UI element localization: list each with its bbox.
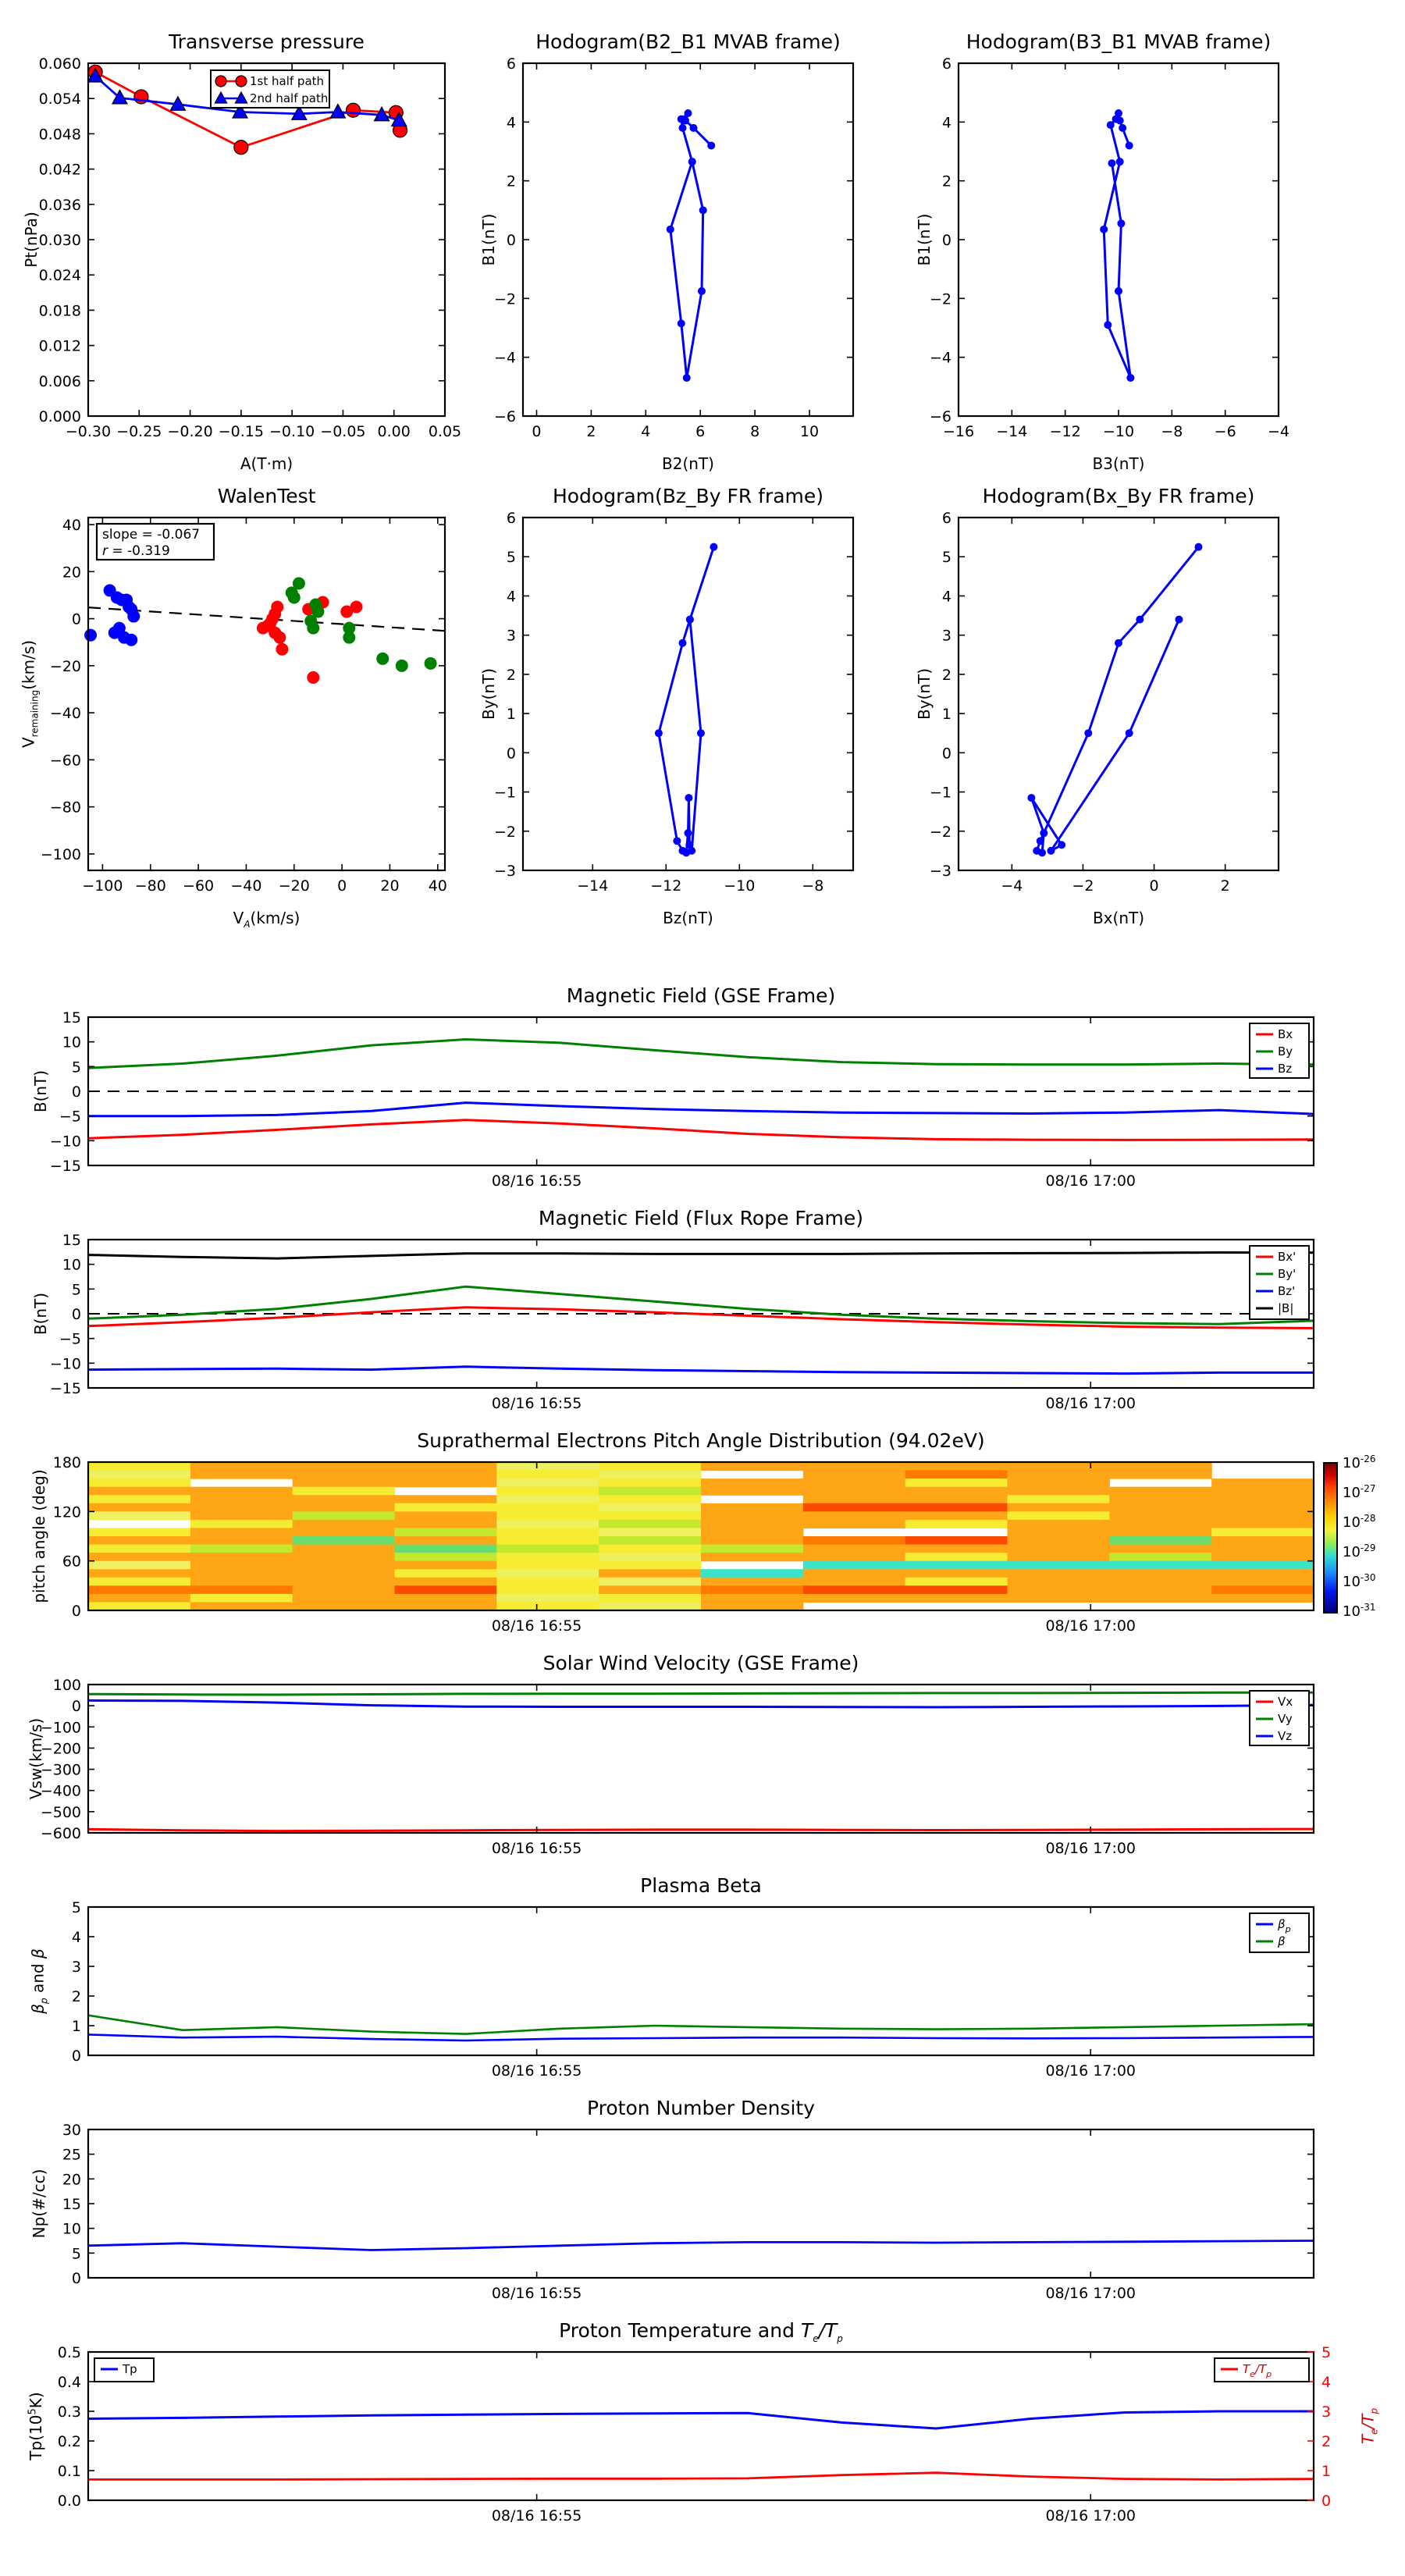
svg-text:Tp: Tp bbox=[123, 2362, 137, 2376]
svg-text:4: 4 bbox=[71, 1929, 81, 1946]
svg-text:5: 5 bbox=[941, 549, 951, 567]
svg-text:0: 0 bbox=[71, 610, 81, 628]
title-tp-sub: p bbox=[837, 2333, 843, 2344]
title-slash-tp: /T bbox=[818, 2319, 838, 2342]
svg-text:Bz: Bz bbox=[1278, 1062, 1293, 1076]
svg-text:0: 0 bbox=[337, 877, 347, 895]
colorbar-label-5 bbox=[1343, 1572, 1376, 1590]
svg-text:08/16 17:00: 08/16 17:00 bbox=[1045, 1617, 1136, 1635]
svg-text:0: 0 bbox=[506, 232, 516, 249]
svg-text:15: 15 bbox=[62, 1009, 81, 1026]
title-hodogram-bxby: Hodogram(Bx_By FR frame) bbox=[982, 485, 1255, 507]
svg-text:−16: −16 bbox=[942, 423, 975, 440]
svg-text:2: 2 bbox=[71, 1988, 81, 2005]
svg-text:−4: −4 bbox=[929, 349, 951, 367]
svg-text:0.018: 0.018 bbox=[38, 302, 81, 320]
svg-text:08/16 17:00: 08/16 17:00 bbox=[1045, 2062, 1136, 2080]
svg-text:−3: −3 bbox=[493, 863, 516, 880]
walen-ylab-v: V bbox=[19, 737, 38, 749]
svg-text:10: 10 bbox=[62, 1256, 81, 1274]
svg-text:0.036: 0.036 bbox=[38, 196, 81, 214]
svg-text:0: 0 bbox=[941, 745, 951, 763]
svg-text:−0.05: −0.05 bbox=[320, 423, 366, 440]
svg-text:0.006: 0.006 bbox=[38, 372, 81, 390]
svg-text:Vz: Vz bbox=[1278, 1729, 1293, 1743]
ylabel-plasma-beta bbox=[29, 1948, 50, 2014]
tetp-ylab-t1: T bbox=[1358, 2434, 1378, 2445]
svg-text:0.0: 0.0 bbox=[57, 2492, 81, 2510]
svg-text:0.05: 0.05 bbox=[428, 423, 462, 440]
svg-text:4: 4 bbox=[1321, 2374, 1332, 2391]
chart-plasma-beta bbox=[72, 1899, 1314, 2080]
svg-text:0.3: 0.3 bbox=[57, 2403, 81, 2421]
title-proton-temp-pre: Proton Temperature and bbox=[559, 2319, 801, 2342]
chart-proton-temp bbox=[58, 2344, 1331, 2524]
svg-text:2: 2 bbox=[1220, 877, 1230, 895]
svg-text:−100: −100 bbox=[40, 845, 81, 863]
chart-hodogram-b3b1 bbox=[930, 55, 1289, 440]
xlabel-hodogram-bxby: Bx(nT) bbox=[1092, 909, 1145, 927]
svg-text:−2: −2 bbox=[493, 823, 516, 841]
svg-text:−300: −300 bbox=[40, 1761, 81, 1779]
title-proton-temp bbox=[88, 2320, 1314, 2344]
svg-text:08/16 16:55: 08/16 16:55 bbox=[491, 1840, 582, 1857]
ylabel-electron-pad: pitch angle (deg) bbox=[30, 1469, 48, 1603]
cbl2-base: 10 bbox=[1343, 1485, 1361, 1501]
svg-text:6: 6 bbox=[941, 55, 951, 73]
svg-text:0.5: 0.5 bbox=[57, 2344, 81, 2361]
chart-transverse-pressure bbox=[39, 55, 462, 440]
svg-text:4: 4 bbox=[641, 423, 651, 440]
svg-text:Te/Tp: $T_e/T_p$ bbox=[1243, 2362, 1272, 2379]
svg-text:slope = -0.067: slope = -0.067 bbox=[102, 527, 201, 543]
svg-text:−4: −4 bbox=[1001, 877, 1023, 895]
title-transverse-pressure: Transverse pressure bbox=[169, 30, 365, 53]
svg-text:Vy: Vy bbox=[1278, 1712, 1293, 1726]
cbl3-base: 10 bbox=[1343, 1514, 1361, 1531]
title-hodogram-bzby: Hodogram(Bz_By FR frame) bbox=[552, 485, 824, 507]
svg-text:5: 5 bbox=[71, 2245, 81, 2263]
svg-text:−10: −10 bbox=[49, 1133, 81, 1151]
svg-text:0.00: 0.00 bbox=[377, 423, 411, 440]
ylabel-hodogram-bxby: By(nT) bbox=[915, 667, 934, 720]
svg-text:0.060: 0.060 bbox=[38, 55, 81, 73]
svg-text:15: 15 bbox=[62, 2196, 81, 2213]
svg-text:20: 20 bbox=[380, 877, 400, 895]
svg-text:−0.30: −0.30 bbox=[65, 423, 112, 440]
chart-hodogram-bxby bbox=[930, 510, 1279, 895]
tetp-ylab-s1: e bbox=[1368, 2428, 1380, 2435]
svg-text:25: 25 bbox=[62, 2146, 81, 2164]
svg-text:4: 4 bbox=[941, 114, 951, 132]
svg-text:20: 20 bbox=[62, 2171, 81, 2189]
svg-text:−0.20: −0.20 bbox=[167, 423, 213, 440]
svg-text:−14: −14 bbox=[577, 877, 609, 895]
svg-text:−6: −6 bbox=[1214, 423, 1236, 440]
svg-text:0.4: 0.4 bbox=[57, 2374, 81, 2391]
svg-text:10: 10 bbox=[799, 423, 820, 440]
svg-text:−4: −4 bbox=[493, 349, 516, 367]
svg-text:0.048: 0.048 bbox=[38, 126, 81, 144]
beta-ylab-and: and bbox=[28, 1959, 48, 1998]
svg-text:6: 6 bbox=[506, 510, 516, 527]
svg-text:Bz': Bz' bbox=[1278, 1284, 1296, 1298]
svg-text:−2: −2 bbox=[1072, 877, 1094, 895]
svg-text:2: 2 bbox=[1321, 2433, 1332, 2450]
svg-text:−2: −2 bbox=[929, 290, 951, 308]
svg-text:1: 1 bbox=[71, 2018, 81, 2035]
svg-text:08/16 16:55: 08/16 16:55 bbox=[491, 2285, 582, 2302]
svg-text:5: 5 bbox=[1321, 2344, 1332, 2361]
svg-text:4: 4 bbox=[941, 588, 951, 606]
svg-text:0.030: 0.030 bbox=[38, 232, 81, 249]
svg-text:4: 4 bbox=[506, 114, 516, 132]
svg-text:5: 5 bbox=[71, 1059, 81, 1076]
svg-text:−400: −400 bbox=[40, 1782, 81, 1800]
ylabel-tetp-right bbox=[1359, 2408, 1380, 2444]
ylabel-bfield-gse: B(nT) bbox=[31, 1069, 50, 1113]
svg-text:−60: −60 bbox=[49, 752, 81, 770]
svg-text:|B|: |B| bbox=[1278, 1301, 1294, 1315]
svg-text:−20: −20 bbox=[49, 657, 81, 675]
ylabel-hodogram-b2b1: B1(nT) bbox=[479, 213, 498, 266]
chart-bfield-fr bbox=[50, 1232, 1314, 1412]
svg-text:−1: −1 bbox=[493, 784, 516, 802]
title-bfield-gse: Magnetic Field (GSE Frame) bbox=[566, 984, 836, 1007]
colorbar-label-2 bbox=[1343, 1483, 1376, 1501]
tp-ylab-pre: Tp(10 bbox=[27, 2414, 45, 2460]
cbl1-base: 10 bbox=[1343, 1455, 1361, 1471]
svg-text:08/16 16:55: 08/16 16:55 bbox=[491, 1617, 582, 1635]
svg-text:3: 3 bbox=[941, 627, 951, 645]
svg-text:−12: −12 bbox=[1049, 423, 1081, 440]
tp-ylab-post: K) bbox=[27, 2392, 45, 2409]
svg-text:0: 0 bbox=[71, 1603, 81, 1620]
colorbar-label-6 bbox=[1343, 1602, 1376, 1620]
chart-hodogram-bzby bbox=[494, 510, 853, 895]
svg-text:0: 0 bbox=[71, 2048, 81, 2065]
svg-text:By': By' bbox=[1278, 1267, 1297, 1281]
svg-text:08/16 16:55: 08/16 16:55 bbox=[491, 2507, 582, 2524]
walen-xlab-sub: A bbox=[244, 919, 251, 930]
svg-text:0.024: 0.024 bbox=[38, 267, 81, 285]
svg-text:0.042: 0.042 bbox=[38, 161, 81, 179]
chart-bfield-gse bbox=[50, 1009, 1314, 1190]
cbl1-exp: -26 bbox=[1360, 1453, 1376, 1464]
svg-text:−10: −10 bbox=[1102, 423, 1135, 440]
ylabel-proton-density: Np(#/cc) bbox=[30, 2169, 48, 2239]
svg-text:−0.10: −0.10 bbox=[269, 423, 315, 440]
svg-text:3: 3 bbox=[506, 627, 516, 645]
svg-text:08/16 16:55: 08/16 16:55 bbox=[491, 1172, 582, 1190]
svg-text:120: 120 bbox=[52, 1503, 81, 1521]
svg-text:0: 0 bbox=[71, 1698, 81, 1716]
svg-text:5: 5 bbox=[506, 549, 516, 567]
tetp-ylab-t2: /T bbox=[1358, 2414, 1378, 2429]
title-te-sub: e bbox=[813, 2333, 819, 2344]
svg-text:−14: −14 bbox=[996, 423, 1028, 440]
svg-text:6: 6 bbox=[506, 55, 516, 73]
svg-text:6: 6 bbox=[695, 423, 706, 440]
svg-text:0: 0 bbox=[532, 423, 542, 440]
colorbar-label-4 bbox=[1343, 1542, 1376, 1560]
svg-text:Bx: Bx bbox=[1278, 1027, 1293, 1041]
svg-text:08/16 16:55: 08/16 16:55 bbox=[491, 2062, 582, 2080]
svg-text:2nd half path: 2nd half path bbox=[250, 91, 329, 105]
svg-text:βp: $\beta_p$ bbox=[1278, 1917, 1291, 1934]
svg-text:2: 2 bbox=[941, 173, 951, 190]
svg-text:−8: −8 bbox=[1161, 423, 1183, 440]
svg-text:6: 6 bbox=[941, 510, 951, 527]
chart-proton-density bbox=[62, 2122, 1314, 2302]
cbl4-exp: -29 bbox=[1360, 1542, 1376, 1553]
ylabel-hodogram-bzby: By(nT) bbox=[479, 667, 498, 720]
xlabel-hodogram-b2b1: B2(nT) bbox=[662, 454, 714, 473]
svg-text:−3: −3 bbox=[929, 863, 951, 880]
svg-text:0: 0 bbox=[1321, 2492, 1332, 2510]
svg-text:Vx: Vx bbox=[1278, 1695, 1293, 1709]
title-bfield-fr: Magnetic Field (Flux Rope Frame) bbox=[538, 1207, 864, 1229]
xlabel-transverse-pressure: A(T·m) bbox=[240, 454, 293, 473]
tp-ylab-exp: 5 bbox=[27, 2408, 39, 2415]
svg-text:−2: −2 bbox=[493, 290, 516, 308]
svg-text:08/16 17:00: 08/16 17:00 bbox=[1045, 2507, 1136, 2524]
svg-text:2: 2 bbox=[586, 423, 596, 440]
svg-text:−500: −500 bbox=[40, 1803, 81, 1821]
xlabel-hodogram-bzby: Bz(nT) bbox=[663, 909, 713, 927]
svg-text:−10: −10 bbox=[49, 1355, 81, 1373]
xlabel-walen-test bbox=[88, 909, 445, 930]
xlabel-hodogram-b3b1: B3(nT) bbox=[1092, 454, 1145, 473]
svg-text:−40: −40 bbox=[230, 877, 262, 895]
svg-text:−15: −15 bbox=[49, 1380, 81, 1397]
svg-text:−100: −100 bbox=[82, 877, 123, 895]
svg-text:15: 15 bbox=[62, 1232, 81, 1249]
ylabel-walen-test bbox=[20, 640, 41, 748]
svg-text:0: 0 bbox=[71, 1083, 81, 1101]
svg-text:−5: −5 bbox=[59, 1330, 81, 1348]
svg-text:3: 3 bbox=[71, 1959, 81, 1976]
svg-text:r = -0.319: r = -0.319 bbox=[102, 543, 170, 559]
title-electron-pad: Suprathermal Electrons Pitch Angle Distribution (94.02eV) bbox=[417, 1429, 985, 1452]
walen-ylab-sub: remaining bbox=[29, 689, 41, 738]
title-vsw-gse: Solar Wind Velocity (GSE Frame) bbox=[542, 1652, 859, 1674]
chart-hodogram-b2b1 bbox=[494, 55, 853, 440]
svg-text:−8: −8 bbox=[802, 877, 824, 895]
svg-text:30: 30 bbox=[62, 2122, 81, 2139]
svg-text:−4: −4 bbox=[1267, 423, 1290, 440]
cbl6-base: 10 bbox=[1343, 1603, 1361, 1620]
cbl2-exp: -27 bbox=[1360, 1483, 1376, 1494]
svg-text:1st half path: 1st half path bbox=[250, 74, 325, 88]
chart-vsw-gse bbox=[41, 1677, 1314, 1857]
svg-text:5: 5 bbox=[71, 1899, 81, 1916]
ylabel-vsw-gse: Vsw(km/s) bbox=[27, 1717, 45, 1800]
svg-text:08/16 17:00: 08/16 17:00 bbox=[1045, 1395, 1136, 1412]
svg-text:0: 0 bbox=[1149, 877, 1159, 895]
title-plasma-beta: Plasma Beta bbox=[640, 1874, 762, 1897]
svg-text:5: 5 bbox=[71, 1281, 81, 1299]
svg-text:Bx': Bx' bbox=[1278, 1250, 1297, 1264]
svg-text:−80: −80 bbox=[134, 877, 166, 895]
title-hodogram-b3b1: Hodogram(B3_B1 MVAB frame) bbox=[966, 30, 1272, 53]
svg-text:−0.25: −0.25 bbox=[116, 423, 162, 440]
svg-text:By: By bbox=[1278, 1044, 1293, 1059]
svg-text:−80: −80 bbox=[49, 799, 81, 817]
svg-text:180: 180 bbox=[52, 1454, 81, 1471]
beta-ylab-b: β bbox=[28, 1948, 48, 1959]
cbl4-base: 10 bbox=[1343, 1544, 1361, 1560]
ylabel-bfield-fr: B(nT) bbox=[31, 1292, 50, 1336]
svg-text:0: 0 bbox=[71, 2270, 81, 2287]
svg-text:0.000: 0.000 bbox=[38, 408, 81, 425]
svg-text:0: 0 bbox=[506, 745, 516, 763]
title-walen-test: WalenTest bbox=[217, 485, 316, 507]
svg-text:1: 1 bbox=[506, 706, 516, 724]
svg-text:2: 2 bbox=[941, 666, 951, 684]
svg-text:−15: −15 bbox=[49, 1158, 81, 1175]
svg-text:08/16 17:00: 08/16 17:00 bbox=[1045, 2285, 1136, 2302]
svg-text:2: 2 bbox=[506, 173, 516, 190]
beta-ylab-bp-sub: p bbox=[38, 1998, 50, 2004]
cbl5-base: 10 bbox=[1343, 1574, 1361, 1590]
svg-text:08/16 17:00: 08/16 17:00 bbox=[1045, 1172, 1136, 1190]
colorbar-label-1 bbox=[1343, 1453, 1376, 1471]
cbl6-exp: -31 bbox=[1360, 1602, 1376, 1613]
walen-ylab-units: (km/s) bbox=[19, 639, 38, 690]
svg-text:08/16 16:55: 08/16 16:55 bbox=[491, 1395, 582, 1412]
colorbar bbox=[1323, 1462, 1338, 1614]
svg-text:10: 10 bbox=[62, 2220, 81, 2238]
title-proton-density: Proton Number Density bbox=[587, 2097, 815, 2119]
svg-text:2: 2 bbox=[506, 666, 516, 684]
svg-text:−60: −60 bbox=[183, 877, 215, 895]
chart-electron-pad bbox=[53, 1454, 1314, 1635]
svg-text:−6: −6 bbox=[929, 408, 951, 425]
svg-text:20: 20 bbox=[62, 564, 81, 582]
ylabel-hodogram-b3b1: B1(nT) bbox=[915, 213, 934, 266]
svg-text:100: 100 bbox=[52, 1677, 81, 1694]
walen-xlab-v: V bbox=[233, 909, 244, 927]
svg-text:−200: −200 bbox=[40, 1740, 81, 1758]
svg-text:β: β bbox=[1278, 1934, 1286, 1948]
svg-text:1: 1 bbox=[1321, 2463, 1332, 2480]
svg-text:−0.15: −0.15 bbox=[218, 423, 264, 440]
svg-text:−10: −10 bbox=[724, 877, 756, 895]
svg-text:−12: −12 bbox=[650, 877, 682, 895]
tetp-ylab-s2: p bbox=[1368, 2407, 1380, 2414]
svg-text:08/16 17:00: 08/16 17:00 bbox=[1045, 1840, 1136, 1857]
svg-text:−600: −600 bbox=[40, 1825, 81, 1842]
svg-text:8: 8 bbox=[750, 423, 760, 440]
svg-text:40: 40 bbox=[428, 877, 447, 895]
walen-xlab-units: (km/s) bbox=[250, 909, 301, 927]
colorbar-label-3 bbox=[1343, 1513, 1376, 1531]
svg-text:0.012: 0.012 bbox=[38, 337, 81, 355]
svg-text:0.2: 0.2 bbox=[57, 2433, 81, 2450]
cbl3-exp: -28 bbox=[1360, 1513, 1376, 1524]
svg-text:3: 3 bbox=[1321, 2403, 1332, 2421]
svg-text:−40: −40 bbox=[49, 705, 81, 723]
svg-text:−100: −100 bbox=[40, 1719, 81, 1737]
svg-text:0.1: 0.1 bbox=[57, 2463, 81, 2480]
cbl5-exp: -30 bbox=[1360, 1572, 1376, 1583]
beta-ylab-bp: β bbox=[28, 2003, 48, 2014]
svg-text:−20: −20 bbox=[278, 877, 310, 895]
svg-text:1: 1 bbox=[941, 706, 951, 724]
svg-text:4: 4 bbox=[506, 588, 516, 606]
svg-text:0: 0 bbox=[941, 232, 951, 249]
svg-text:−5: −5 bbox=[59, 1108, 81, 1126]
svg-text:10: 10 bbox=[62, 1034, 81, 1051]
svg-text:60: 60 bbox=[62, 1553, 81, 1571]
chart-walen-test bbox=[41, 517, 447, 895]
svg-text:0: 0 bbox=[71, 1306, 81, 1323]
svg-text:0.054: 0.054 bbox=[38, 91, 81, 109]
svg-text:−2: −2 bbox=[929, 823, 951, 841]
title-hodogram-b2b1: Hodogram(B2_B1 MVAB frame) bbox=[535, 30, 841, 53]
svg-text:−1: −1 bbox=[929, 784, 951, 802]
svg-text:−6: −6 bbox=[493, 408, 516, 425]
ylabel-proton-temp bbox=[27, 2392, 45, 2460]
title-te: T bbox=[800, 2319, 813, 2342]
svg-text:40: 40 bbox=[62, 517, 81, 535]
ylabel-transverse-pressure: Pt(nPa) bbox=[22, 212, 41, 268]
